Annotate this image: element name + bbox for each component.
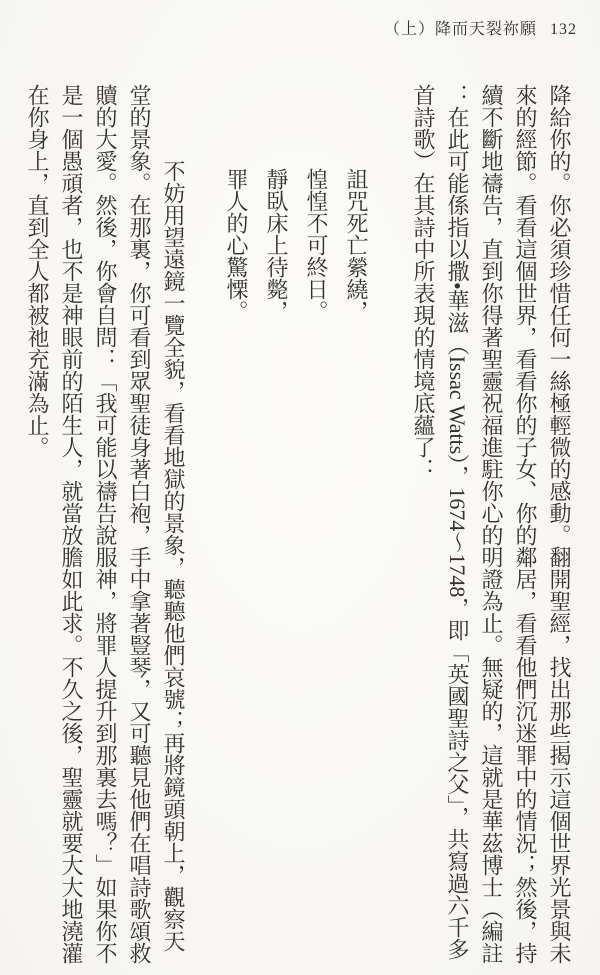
hymn-line-3: 靜臥床上待斃， — [264, 168, 289, 322]
hymn-line-4: 罪人的心驚慄。 — [224, 168, 249, 322]
running-header — [384, 16, 577, 39]
hymn-line-1: 詛咒死亡縈繞， — [344, 168, 369, 322]
hymn-quotation — [216, 84, 376, 966]
running-title: （上）降而天裂祢願 — [383, 21, 537, 38]
page-content — [20, 84, 576, 966]
body-paragraph-1: 降給你的。你必須珍惜任何一絲極輕微的感動。翻開聖經，找出那些揭示這個世界光景與未來的經節。看看這個世界，看看你的子女、你的鄰居，看看他們沉迷罪中的情況；然後，持續不斷地禱告，直到你得著聖靈祝福進駐你心的明證為止。無疑的，這就是華茲博士（編註：在此可能係指以撒•華滋（Issac Watts），1674～1748，即「英國聖詩之父」，共寫過六千多首詩歌）在其詩中所表現的情境底蘊了： — [411, 84, 572, 964]
page-number: 132 — [550, 21, 577, 38]
hymn-line-2: 惶惶不可終日。 — [304, 168, 329, 322]
body-paragraph-2: 不妨用望遠鏡一覽全貌，看看地獄的景象，聽聽他們哀號；再將鏡頭朝上，觀察天堂的景象。在那裏，你可看到眾聖徒身著白袍，手中拿著豎琴，又可聽見他們在唱詩歌頌救贖的大愛。然後，你會自問：「我可能以禱告說服神，將罪人提升到那裏去嗎？」如果你不是一個愚頑者，也不是神眼前的陌生人，就當放膽如此求。不久之後，聖靈就要大大地澆灌在你身上，直到全人都被祂充滿為止。 — [25, 84, 186, 964]
